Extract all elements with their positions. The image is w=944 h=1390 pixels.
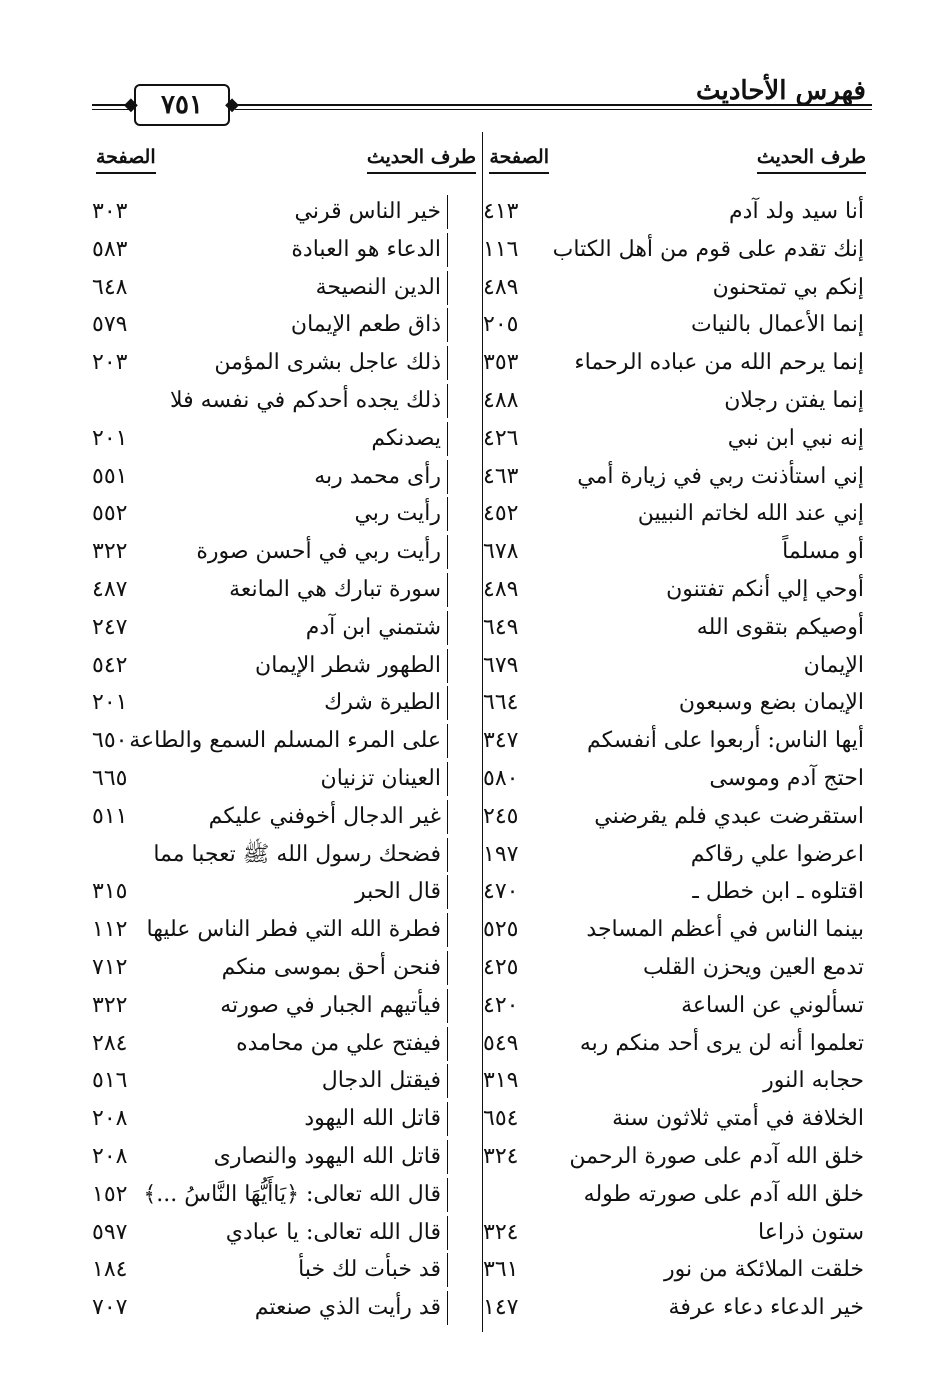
- page-ref: ٣١٥: [92, 879, 128, 905]
- table-row: [0, 1216, 944, 1254]
- hadith-text: الطهور شطر الإيمان: [255, 649, 448, 683]
- page-ref: ٥٩٧: [92, 1219, 128, 1245]
- table-row: [0, 233, 944, 271]
- hadith-text: سورة تبارك هي المانعة: [229, 573, 448, 607]
- running-title: فهرس الأحاديث: [696, 76, 866, 106]
- hadith-text: إنما الأعمال بالنيات: [690, 312, 864, 338]
- table-row: [0, 611, 944, 649]
- page-ref: ٤٧٠: [483, 879, 519, 905]
- hadith-text: قال الله تعالى: يا عبادي: [226, 1216, 448, 1250]
- page-ref: ٢٤٧: [92, 614, 128, 640]
- hadith-text: تدمع العين ويحزن القلب: [642, 954, 864, 980]
- table-row: [0, 346, 944, 384]
- table-row: [0, 762, 944, 800]
- page-ref: ٥٥٢: [92, 501, 128, 527]
- hadith-text: حجابه النور: [763, 1068, 864, 1094]
- page-ref: ٢٠٥: [483, 312, 519, 338]
- page-ref: ٦٦٥: [92, 765, 128, 791]
- page-ref: ٥٤٩: [483, 1030, 519, 1056]
- hadith-text: فنحن أحق بموسى منكم: [222, 951, 448, 985]
- table-row: [0, 913, 944, 951]
- page-ref: ٢٠٨: [92, 1106, 128, 1132]
- hadith-text: ذلك يجده أحدكم في نفسه فلا: [170, 384, 448, 418]
- column-header-hadith: طرف الحديث: [367, 146, 476, 174]
- page-ref: ١٨٤: [92, 1257, 128, 1283]
- table-row: [0, 649, 944, 687]
- page-ref: ٤٨٧: [92, 576, 128, 602]
- hadith-text: إنما يفتن رجلان: [724, 387, 864, 413]
- page-ref: ٢٨٤: [92, 1030, 128, 1056]
- page-ref: ٥٧٩: [92, 312, 128, 338]
- table-row: [0, 271, 944, 309]
- hadith-text: إنك تقدم على قوم من أهل الكتاب: [552, 236, 864, 262]
- hadith-text: فيقتل الدجال: [322, 1064, 448, 1098]
- hadith-text: رأيت ربي في أحسن صورة: [196, 535, 448, 569]
- page-ref: ٥١٦: [92, 1068, 128, 1094]
- page-ref: ٥٨٣: [92, 236, 128, 262]
- hadith-text: يصدنكم: [371, 422, 448, 456]
- hadith-text: تعلموا أنه لن يرى أحد منكم ربه: [579, 1030, 864, 1056]
- page-ref: ٥٥١: [92, 463, 128, 489]
- page-ref: ٥١١: [92, 803, 128, 829]
- hadith-text: الدين النصيحة: [316, 271, 448, 305]
- hadith-text: ستون ذراعا: [758, 1219, 864, 1245]
- hadith-text: ذلك عاجل بشرى المؤمن: [214, 346, 448, 380]
- table-row: [0, 195, 944, 233]
- hadith-text: قد رأيت الذي صنعتم: [255, 1291, 448, 1325]
- page-ref: ٤٢٥: [483, 954, 519, 980]
- hadith-text: فيفتح علي من محامده: [236, 1027, 448, 1061]
- hadith-text: خير الناس قرني: [295, 195, 449, 229]
- hadith-text: على المرء المسلم السمع والطاعة: [129, 724, 448, 758]
- table-row: [0, 535, 944, 573]
- page-ref: ٣٦١: [483, 1257, 519, 1283]
- hadith-text: العينان تزنيان: [321, 762, 448, 796]
- hadith-text: قال الحبر: [355, 875, 448, 909]
- hadith-text: اعرضوا علي رقاكم: [690, 841, 864, 867]
- page-ref: ٣٢٢: [92, 539, 128, 565]
- table-row: [0, 1140, 944, 1178]
- table-row: [0, 1291, 944, 1329]
- hadith-text: خلق الله آدم على صورته طوله: [583, 1181, 864, 1207]
- hadith-text: قد خبأت لك خبأ: [298, 1253, 448, 1287]
- hadith-text: الطيرة شرك: [324, 686, 448, 720]
- table-row: [0, 460, 944, 498]
- page-ref: ٢٠١: [92, 690, 128, 716]
- page-ref: ٣٥٣: [483, 350, 519, 376]
- hadith-text: الإيمان: [803, 652, 864, 678]
- page-ref: ٣١٩: [483, 1068, 519, 1094]
- page-ref: ١٥٢: [92, 1181, 128, 1207]
- header-rule: [235, 104, 872, 110]
- page-ref: ٣٢٤: [483, 1143, 519, 1169]
- column-header-page: الصفحة: [489, 146, 549, 174]
- hadith-text: إنما يرحم الله من عباده الرحماء: [574, 350, 864, 376]
- hadith-text: خلقت الملائكة من نور: [664, 1257, 864, 1283]
- page-ref: ٥٨٠: [483, 765, 519, 791]
- hadith-text: خلق الله آدم على صورة الرحمن: [569, 1143, 864, 1169]
- page-ref: ٤٨٩: [483, 576, 519, 602]
- table-row: [0, 1064, 944, 1102]
- hadith-text: أوصيكم بتقوى الله: [696, 614, 864, 640]
- page-ref: ٤٨٩: [483, 274, 519, 300]
- hadith-text: شتمني ابن آدم: [306, 611, 448, 645]
- page-ref: ٦٧٩: [483, 652, 519, 678]
- hadith-text: خير الدعاء دعاء عرفة: [668, 1295, 864, 1321]
- page-ref: ٧١٢: [92, 954, 128, 980]
- page-ref: ١١٢: [92, 917, 128, 943]
- hadith-text: فطرة الله التي فطر الناس عليها: [147, 913, 449, 947]
- page-ref: ٦٤٨: [92, 274, 128, 300]
- page-ref: ٣٢٢: [92, 992, 128, 1018]
- page-ref: ٤٢٦: [483, 425, 519, 451]
- hadith-text: احتج آدم وموسى: [709, 765, 864, 791]
- hadith-text: الخلافة في أمتي ثلاثون سنة: [612, 1106, 864, 1132]
- page-ref: ٤٥٢: [483, 501, 519, 527]
- table-row: [0, 308, 944, 346]
- table-row: [0, 1102, 944, 1140]
- hadith-text: أيها الناس: أربعوا على أنفسكم: [587, 728, 864, 754]
- page-ref: ١٤٧: [483, 1295, 519, 1321]
- table-row: [0, 1027, 944, 1065]
- page-ref: ١١٦: [483, 236, 519, 262]
- table-row: [0, 838, 944, 876]
- table-row: [0, 384, 944, 422]
- table-row: [0, 422, 944, 460]
- hadith-text: إنكم بي تمتحنون: [712, 274, 864, 300]
- hadith-text: أو مسلماً: [782, 539, 864, 565]
- column-header-hadith: طرف الحديث: [757, 146, 866, 174]
- hadith-text: أنا سيد ولد آدم: [729, 199, 864, 224]
- page-ref: ٣٢٤: [483, 1219, 519, 1245]
- hadith-text: الإيمان بضع وسبعون: [678, 690, 864, 716]
- hadith-text: ذاق طعم الإيمان: [291, 308, 448, 342]
- table-row: [0, 989, 944, 1027]
- hadith-text: إني استأذنت ربي في زيارة أمي: [577, 463, 864, 489]
- hadith-text: استقرضت عبدي فلم يقرضني: [594, 803, 864, 829]
- page-ref: ٦٦٤: [483, 690, 519, 716]
- page-ref: ٤٢٠: [483, 992, 519, 1018]
- page-ref: ٥٤٢: [92, 652, 128, 678]
- page-ref: ٢٠٨: [92, 1143, 128, 1169]
- hadith-text: قاتل الله اليهود والنصارى: [214, 1140, 448, 1174]
- table-row: [0, 1178, 944, 1216]
- page-ref: ٧٠٧: [92, 1295, 128, 1321]
- table-row: [0, 573, 944, 611]
- page-ref: ٤١٣: [483, 199, 519, 224]
- hadith-text: تسألوني عن الساعة: [681, 992, 864, 1018]
- hadith-text: أوحي إلي أنكم تفتنون: [666, 576, 864, 602]
- page-ref: ٦٥٠: [92, 728, 128, 754]
- page-number: ◆ ٧٥١ ◆: [134, 84, 230, 126]
- table-row: [0, 951, 944, 989]
- hadith-text: رأيت ربي: [354, 497, 448, 531]
- page-ref: ٦٤٩: [483, 614, 519, 640]
- hadith-text: غير الدجال أخوفني عليكم: [209, 800, 448, 834]
- table-row: [0, 1253, 944, 1291]
- hadith-text: الدعاء هو العبادة: [291, 233, 448, 267]
- page-ref: ٢٠١: [92, 425, 128, 451]
- table-row: [0, 497, 944, 535]
- page-ref: ٦٧٨: [483, 539, 519, 565]
- page-ref: ٥٢٥: [483, 917, 519, 943]
- table-row: [0, 875, 944, 913]
- hadith-text: إنه نبي ابن نبي: [727, 425, 864, 451]
- hadith-text: قال الله تعالى: ﴿يَاأَيُّهَا النَّاسُ ...﴾: [143, 1178, 448, 1212]
- table-row: [0, 686, 944, 724]
- column-header-page: الصفحة: [96, 146, 156, 174]
- table-row: [0, 724, 944, 762]
- hadith-text: فيأتيهم الجبار في صورته: [220, 989, 448, 1023]
- page-ref: ٣٤٧: [483, 728, 519, 754]
- hadith-text: رأى محمد ربه: [314, 460, 448, 494]
- page-ref: ٦٥٤: [483, 1106, 519, 1132]
- page-ref: ٣٠٣: [92, 199, 128, 224]
- hadith-text: اقتلوه ـ ابن خطل ـ: [692, 879, 864, 905]
- hadith-text: قاتل الله اليهود: [304, 1102, 448, 1136]
- page-ref: ٢٤٥: [483, 803, 519, 829]
- hadith-text: بينما الناس في أعظم المساجد: [586, 917, 864, 943]
- page-ref: ٤٨٨: [483, 387, 519, 413]
- page-ref: ٤٦٣: [483, 463, 519, 489]
- page-ref: ١٩٧: [483, 841, 519, 867]
- hadith-text: فضحك رسول الله ﷺ تعجبا مما: [153, 838, 448, 872]
- index-table: [0, 195, 944, 1329]
- page-ref: ٢٠٣: [92, 350, 128, 376]
- table-row: [0, 800, 944, 838]
- hadith-text: إني عند الله لخاتم النبيين: [637, 501, 864, 527]
